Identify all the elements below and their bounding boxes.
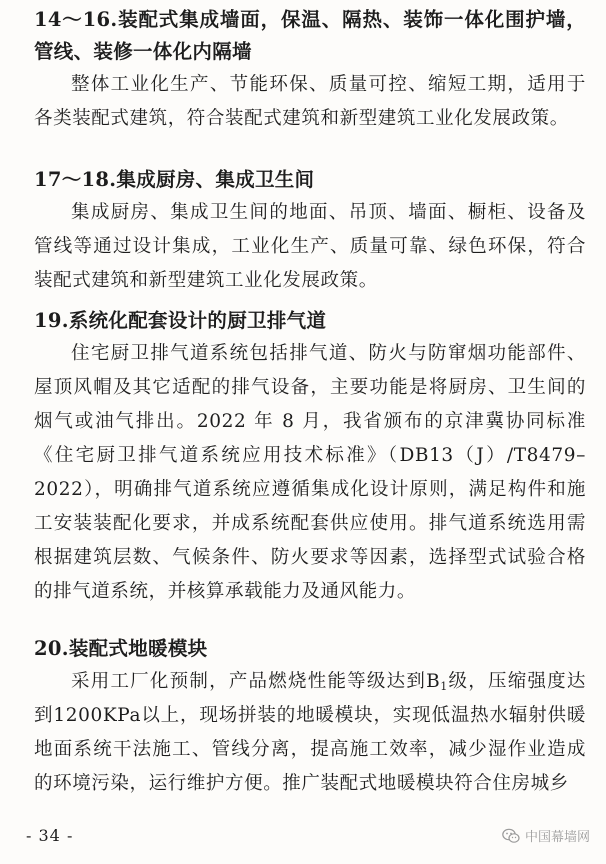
section-heading: 17～18.集成厨房、集成卫生间 xyxy=(34,168,315,191)
section-paragraph: 整体工业化生产、节能环保、质量可控、缩短工期，适用于各类装配式建筑，符合装配式建筑和新型建筑工业化发展政策。 xyxy=(34,74,586,129)
paragraph-text: 级，压缩强度达到1200KPa以上，现场拼装的地暖模块，实现低温热水辐射供暖地面系统干法施工、管线分离，提高施工效率，减少湿作业造成的环境污染，运行维护方便。推广装配式地暖模块符合住房城乡 xyxy=(34,671,586,794)
section-paragraph: 集成厨房、集成卫生间的地面、吊顶、墙面、橱柜、设备及管线等通过设计集成，工业化生产、质量可靠、绿色环保，符合装配式建筑和新型建筑工业化发展政策。 xyxy=(34,202,586,291)
page-number: - 34 - xyxy=(26,826,74,845)
paragraph-text: 采用工厂化预制，产品燃烧性能等级达到B xyxy=(71,671,441,692)
section-paragraph: 住宅厨卫排气道系统包括排气道、防火与防窜烟功能部件、屋顶风帽及其它适配的排气设备，主要功能是将厨房、卫生间的烟气或油气排出。2022 年 8 月，我省颁布的京津冀协同标准《住宅厨卫排气道系统应用技术标准》（DB13（J）/T8479–2022），明确排气道系统应遵循集成化设计原则，满足构件和施工安装装配化要求，并成系统配套供应使用。排气道系统选用需根据建筑层数、气候条件、防火要求等因素，选择型式试验合格的排气道系统，并核算承载能力及通风能力。 xyxy=(34,343,586,602)
watermark-text: 中国幕墙网 xyxy=(524,830,590,845)
subscript: 1 xyxy=(440,680,448,693)
watermark xyxy=(502,826,590,845)
section-paragraph xyxy=(34,665,586,801)
section-integrated-kitchen-bath xyxy=(34,164,586,298)
section-floor-heating-module xyxy=(34,633,586,801)
section-exhaust-duct xyxy=(34,305,586,609)
wechat-icon xyxy=(502,828,520,844)
section-heading: 20.装配式地暖模块 xyxy=(34,637,208,660)
section-heading: 14～16.装配式集成墙面，保温、隔热、装饰一体化围护墙，管线、装修一体化内隔墙 xyxy=(34,8,586,63)
section-heading: 19.系统化配套设计的厨卫排气道 xyxy=(34,309,327,332)
section-integrated-walls xyxy=(34,4,586,136)
